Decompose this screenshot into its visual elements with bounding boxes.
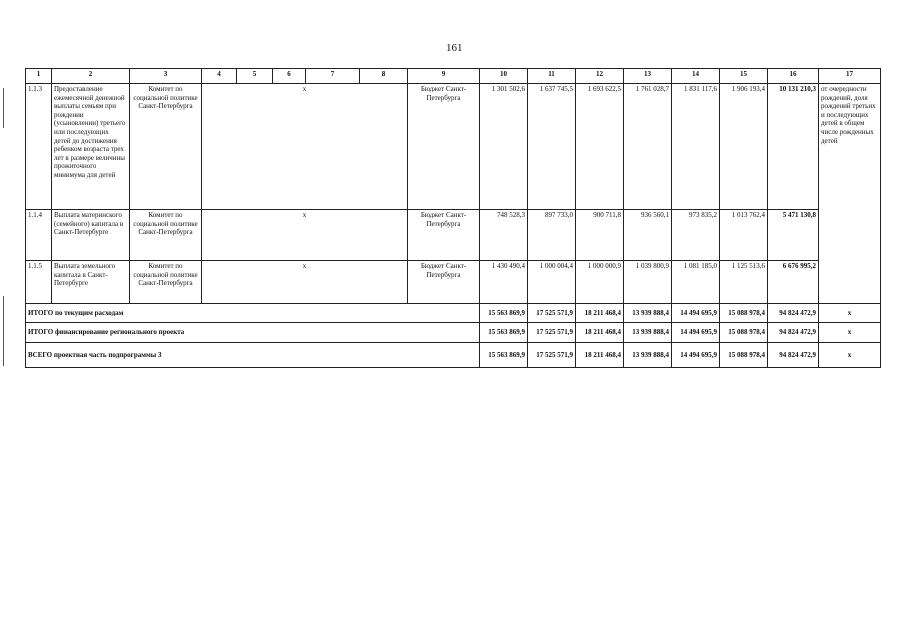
table-row <box>26 261 881 304</box>
column-header: 3 <box>130 69 202 84</box>
row-value: 897 733,0 <box>528 210 576 261</box>
total-mark: х <box>819 323 881 343</box>
row-indicator: от очередности рождений, доля рождений третьих и последующих детей в общем числе рожденных детей <box>819 84 881 304</box>
row-executor: Комитет по социальной политике Санкт-Петербурга <box>130 210 202 261</box>
row-value: 1 637 745,5 <box>528 84 576 210</box>
total-value: 17 525 571,9 <box>528 323 576 343</box>
row-code: 1.1.4 <box>26 210 52 261</box>
row-value: 1 430 490,4 <box>480 261 528 304</box>
row-total: 10 131 210,3 <box>768 84 819 210</box>
total-row <box>26 343 881 368</box>
total-value: 18 211 468,4 <box>576 304 624 323</box>
total-value: 15 563 869,9 <box>480 323 528 343</box>
column-header: 2 <box>52 69 130 84</box>
total-row <box>26 323 881 343</box>
budget-table <box>25 68 881 368</box>
column-header: 6 <box>273 69 306 84</box>
column-header: 12 <box>576 69 624 84</box>
column-header: 17 <box>819 69 881 84</box>
row-value: 1 081 185,0 <box>672 261 720 304</box>
row-source: Бюджет Санкт-Петербурга <box>408 210 480 261</box>
total-value: 17 525 571,9 <box>528 343 576 368</box>
total-value: 15 088 978,4 <box>720 304 768 323</box>
total-value: 13 939 888,4 <box>624 323 672 343</box>
column-header: 16 <box>768 69 819 84</box>
row-value: 1 013 762,4 <box>720 210 768 261</box>
total-value: 14 494 695,9 <box>672 304 720 323</box>
total-value: 13 939 888,4 <box>624 343 672 368</box>
column-header: 11 <box>528 69 576 84</box>
row-value: 1 693 622,5 <box>576 84 624 210</box>
row-value: 1 000 000,9 <box>576 261 624 304</box>
row-executor: Комитет по социальной политике Санкт-Петербурга <box>130 261 202 304</box>
total-value: 15 088 978,4 <box>720 343 768 368</box>
total-value: 14 494 695,9 <box>672 343 720 368</box>
row-value: 900 711,8 <box>576 210 624 261</box>
row-name: Предоставление ежемесячной денежной выплаты семьям при рождении (усыновлении) третьего или последующих детей до достижения ребенком возраста трех лет в размере величины прожиточного минимума для детей <box>52 84 130 210</box>
scan-edge-mark <box>3 88 4 128</box>
row-x-mark: х <box>202 261 408 304</box>
table-row <box>26 84 881 210</box>
total-sum: 94 824 472,9 <box>768 304 819 323</box>
row-value: 1 831 117,6 <box>672 84 720 210</box>
row-value: 1 906 193,4 <box>720 84 768 210</box>
total-value: 18 211 468,4 <box>576 343 624 368</box>
row-name: Выплата материнского (семейного) капитала в Санкт-Петербурге <box>52 210 130 261</box>
total-value: 15 088 978,4 <box>720 323 768 343</box>
total-row <box>26 304 881 323</box>
row-value: 1 000 004,4 <box>528 261 576 304</box>
total-sum: 94 824 472,9 <box>768 323 819 343</box>
total-value: 14 494 695,9 <box>672 323 720 343</box>
row-value: 973 835,2 <box>672 210 720 261</box>
row-code: 1.1.3 <box>26 84 52 210</box>
row-x-mark: х <box>202 210 408 261</box>
column-header: 7 <box>306 69 360 84</box>
row-code: 1.1.5 <box>26 261 52 304</box>
total-sum: 94 824 472,9 <box>768 343 819 368</box>
row-name: Выплата земельного капитала в Санкт-Петербурге <box>52 261 130 304</box>
total-mark: х <box>819 304 881 323</box>
row-value: 1 761 028,7 <box>624 84 672 210</box>
total-label: ВСЕГО проектная часть подпрограммы 3 <box>26 343 480 368</box>
column-header: 10 <box>480 69 528 84</box>
row-total: 6 676 995,2 <box>768 261 819 304</box>
row-source: Бюджет Санкт-Петербурга <box>408 261 480 304</box>
total-value: 17 525 571,9 <box>528 304 576 323</box>
column-header: 15 <box>720 69 768 84</box>
total-value: 15 563 869,9 <box>480 304 528 323</box>
scan-edge-mark <box>3 296 4 366</box>
row-value: 748 528,3 <box>480 210 528 261</box>
column-header: 1 <box>26 69 52 84</box>
column-header-row <box>26 69 881 84</box>
total-mark: х <box>819 343 881 368</box>
column-header: 5 <box>237 69 273 84</box>
page-number: 161 <box>446 42 463 54</box>
column-header: 9 <box>408 69 480 84</box>
row-executor: Комитет по социальной политике Санкт-Петербурга <box>130 84 202 210</box>
column-header: 4 <box>202 69 237 84</box>
total-value: 18 211 468,4 <box>576 323 624 343</box>
column-header: 13 <box>624 69 672 84</box>
total-label: ИТОГО по текущим расходам <box>26 304 480 323</box>
row-value: 936 560,1 <box>624 210 672 261</box>
row-x-mark: х <box>202 84 408 210</box>
row-source: Бюджет Санкт-Петербурга <box>408 84 480 210</box>
row-value: 1 039 800,9 <box>624 261 672 304</box>
row-value: 1 125 513,6 <box>720 261 768 304</box>
total-label: ИТОГО финансирование регионального проекта <box>26 323 480 343</box>
column-header: 14 <box>672 69 720 84</box>
table-row <box>26 210 881 261</box>
row-total: 5 471 130,8 <box>768 210 819 261</box>
column-header: 8 <box>360 69 408 84</box>
total-value: 15 563 869,9 <box>480 343 528 368</box>
row-value: 1 301 502,6 <box>480 84 528 210</box>
total-value: 13 939 888,4 <box>624 304 672 323</box>
